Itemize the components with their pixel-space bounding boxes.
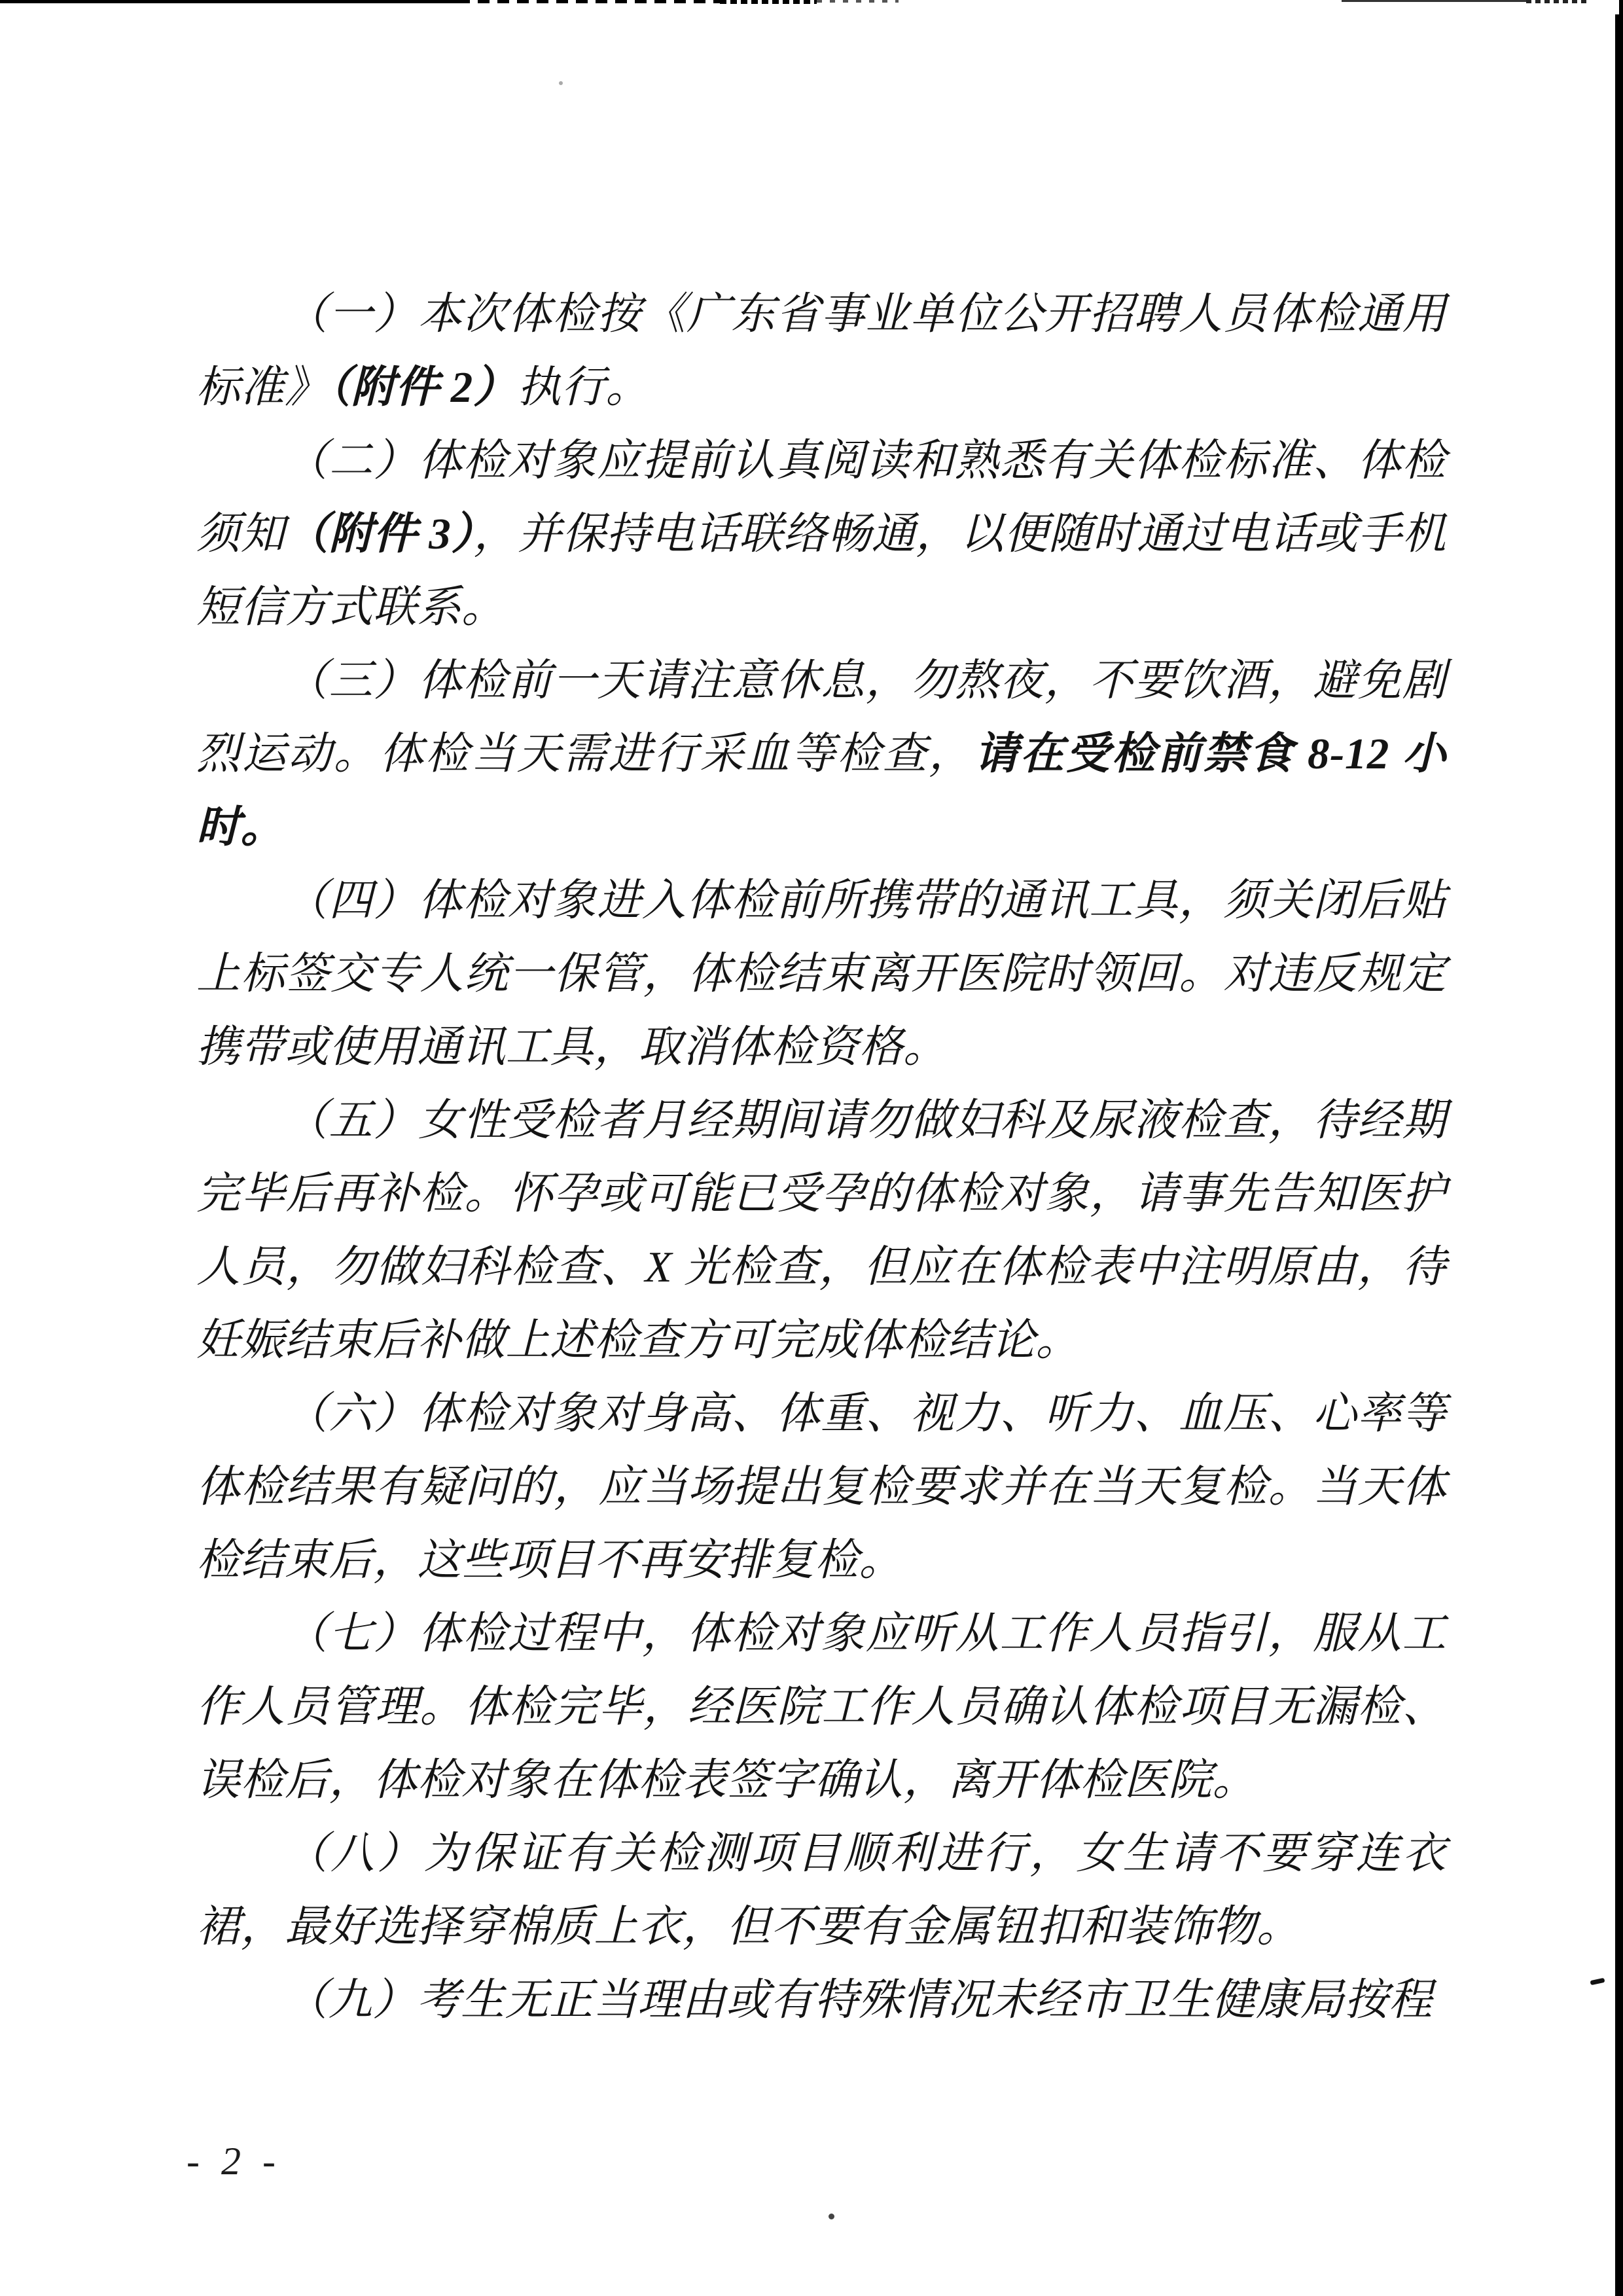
text-segment: 执行。 [517, 363, 650, 412]
paragraph-item-7 [196, 1597, 1446, 1817]
paragraph-item-4 [196, 864, 1446, 1084]
scan-artifact-right-strip [1615, 14, 1623, 2296]
scan-artifact-top-band [1342, 0, 1526, 2]
document-body [196, 278, 1446, 2037]
paragraph-item-5 [196, 1084, 1446, 1377]
paragraph-item-3 [196, 644, 1446, 864]
text-segment: （五）女性受检者月经期间请勿做妇科及尿液检查，待经期完毕后再补检。怀孕或可能已受孕的体检对象，请事先告知医护人员，勿做妇科检查、X 光检查，但应在体检表中注明原由，待妊娠结束后补做上述检查方可完成体检结论。 [196, 1096, 1446, 1365]
text-segment: （二）体检对象应提前认真阅读和熟悉有关体检标准、体检须知 [196, 437, 1446, 558]
scan-artifact-top-band [817, 0, 899, 3]
scan-artifact-top-band [1526, 0, 1588, 3]
scan-artifact-top-band [0, 0, 458, 3]
text-segment: （七）体检过程中，体检对象应听从工作人员指引，服从工作人员管理。体检完毕，经医院工作人员确认体检项目无漏检、误检后，体检对象在体检表签字确认，离开体检医院。 [196, 1609, 1446, 1804]
text-segment: （四）体检对象进入体检前所携带的通讯工具，须关闭后贴上标签交专人统一保管，体检结束离开医院时领回。对违反规定携带或使用通讯工具，取消体检资格。 [196, 876, 1446, 1071]
scan-speck [559, 81, 563, 85]
text-segment: （附件 2） [329, 363, 518, 412]
scan-artifact-top-band [720, 0, 817, 4]
scan-artifact-top-band [458, 0, 720, 3]
text-segment: ，并保持电话联络畅通，以便随时通过电话或手机短信方式联系。 [196, 510, 1447, 632]
text-segment: （八）为保证有关检测项目顺利进行，女生请不要穿连衣裙，最好选择穿棉质上衣，但不要有金属钮扣和装饰物。 [196, 1829, 1446, 1951]
scan-speck [1590, 1978, 1605, 1985]
text-segment: （一）本次体检按《广东省事业单位公开招聘人员体检通用标准》 [196, 290, 1446, 412]
paragraph-item-8 [196, 1817, 1446, 1964]
text-segment: （三）体检前一天请注意休息，勿熬夜，不要饮酒，避免剧烈运动。体检当天需进行采血等检查， [196, 656, 1446, 778]
page-number: - 2 - [187, 2140, 281, 2183]
paragraph-item-6 [196, 1377, 1446, 1597]
paragraph-item-9 [196, 1964, 1446, 2037]
paragraph-item-2 [196, 424, 1446, 644]
text-segment: （六）体检对象对身高、体重、视力、听力、血压、心率等体检结果有疑问的，应当场提出复检要求并在当天复检。当天体检结束后，这些项目不再安排复检。 [196, 1390, 1446, 1585]
scan-speck [829, 2214, 834, 2219]
text-segment: 请在受检前禁食 8-12 小时。 [196, 730, 1447, 852]
scan-artifact-right-strip [1619, 0, 1623, 20]
text-segment: （附件 3） [285, 510, 474, 558]
text-segment: （九）考生无正当理由或有特殊情况未经市卫生健康局按程 [284, 1976, 1433, 2024]
paragraph-item-1 [196, 278, 1446, 424]
